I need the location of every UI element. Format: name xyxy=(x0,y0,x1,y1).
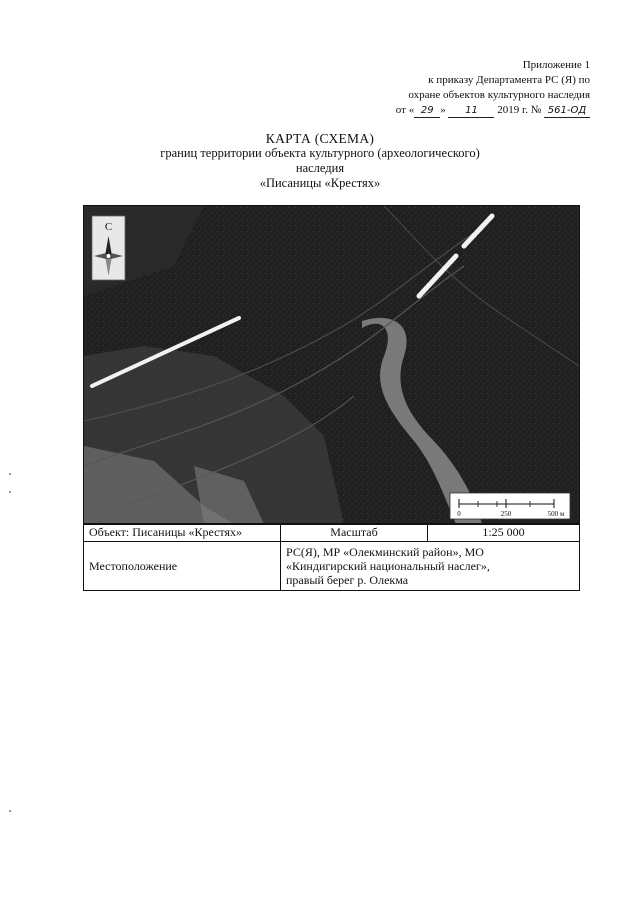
scan-mark xyxy=(9,491,11,493)
location-label-cell: Местоположение xyxy=(84,542,281,591)
title-main: КАРТА (СХЕМА) xyxy=(265,131,375,146)
scale-label-cell: Масштаб xyxy=(281,524,428,542)
scan-mark xyxy=(9,810,11,812)
document-title xyxy=(0,131,640,191)
table-row xyxy=(84,542,580,591)
scale-bar xyxy=(450,493,570,519)
scan-mark xyxy=(9,473,11,475)
appendix-label: Приложение 1 xyxy=(522,59,590,71)
scale-label-500: 500 м xyxy=(547,510,565,518)
date-mid: » xyxy=(440,104,446,116)
map-image xyxy=(83,205,580,525)
department-line: охране объектов культурного наследия xyxy=(408,89,590,101)
scale-label-250: 250 xyxy=(500,510,512,518)
date-year: 2019 г. № xyxy=(497,104,542,116)
location-line-3: правый берег р. Олекма xyxy=(286,573,409,587)
object-info-table xyxy=(83,523,580,591)
map-svg xyxy=(84,206,579,524)
order-reference xyxy=(396,58,590,118)
location-line-1: РС(Я), МР «Олекминский район», МО xyxy=(286,545,484,559)
location-line-2: «Киндигирский национальный наслег», xyxy=(286,559,490,573)
north-arrow xyxy=(92,216,125,280)
location-value-cell xyxy=(281,542,580,591)
table-row xyxy=(84,524,580,542)
title-line-2: границ территории объекта культурного (археологического) xyxy=(160,146,480,160)
order-number: 561-ОД xyxy=(544,105,590,118)
title-line-3: наследия xyxy=(295,161,345,175)
object-name-cell: Объект: Писаницы «Крестях» xyxy=(84,524,281,542)
date-day: 29 xyxy=(414,105,440,118)
order-line: к приказу Департамента РС (Я) по xyxy=(428,74,590,86)
date-month: 11 xyxy=(448,105,494,118)
date-prefix: от « xyxy=(395,104,415,116)
order-date-line xyxy=(396,103,590,118)
scale-label-0: 0 xyxy=(457,510,461,518)
scale-value-cell: 1:25 000 xyxy=(428,524,580,542)
title-object-name: «Писаницы «Крестях» xyxy=(259,176,381,190)
north-label: С xyxy=(104,221,113,233)
